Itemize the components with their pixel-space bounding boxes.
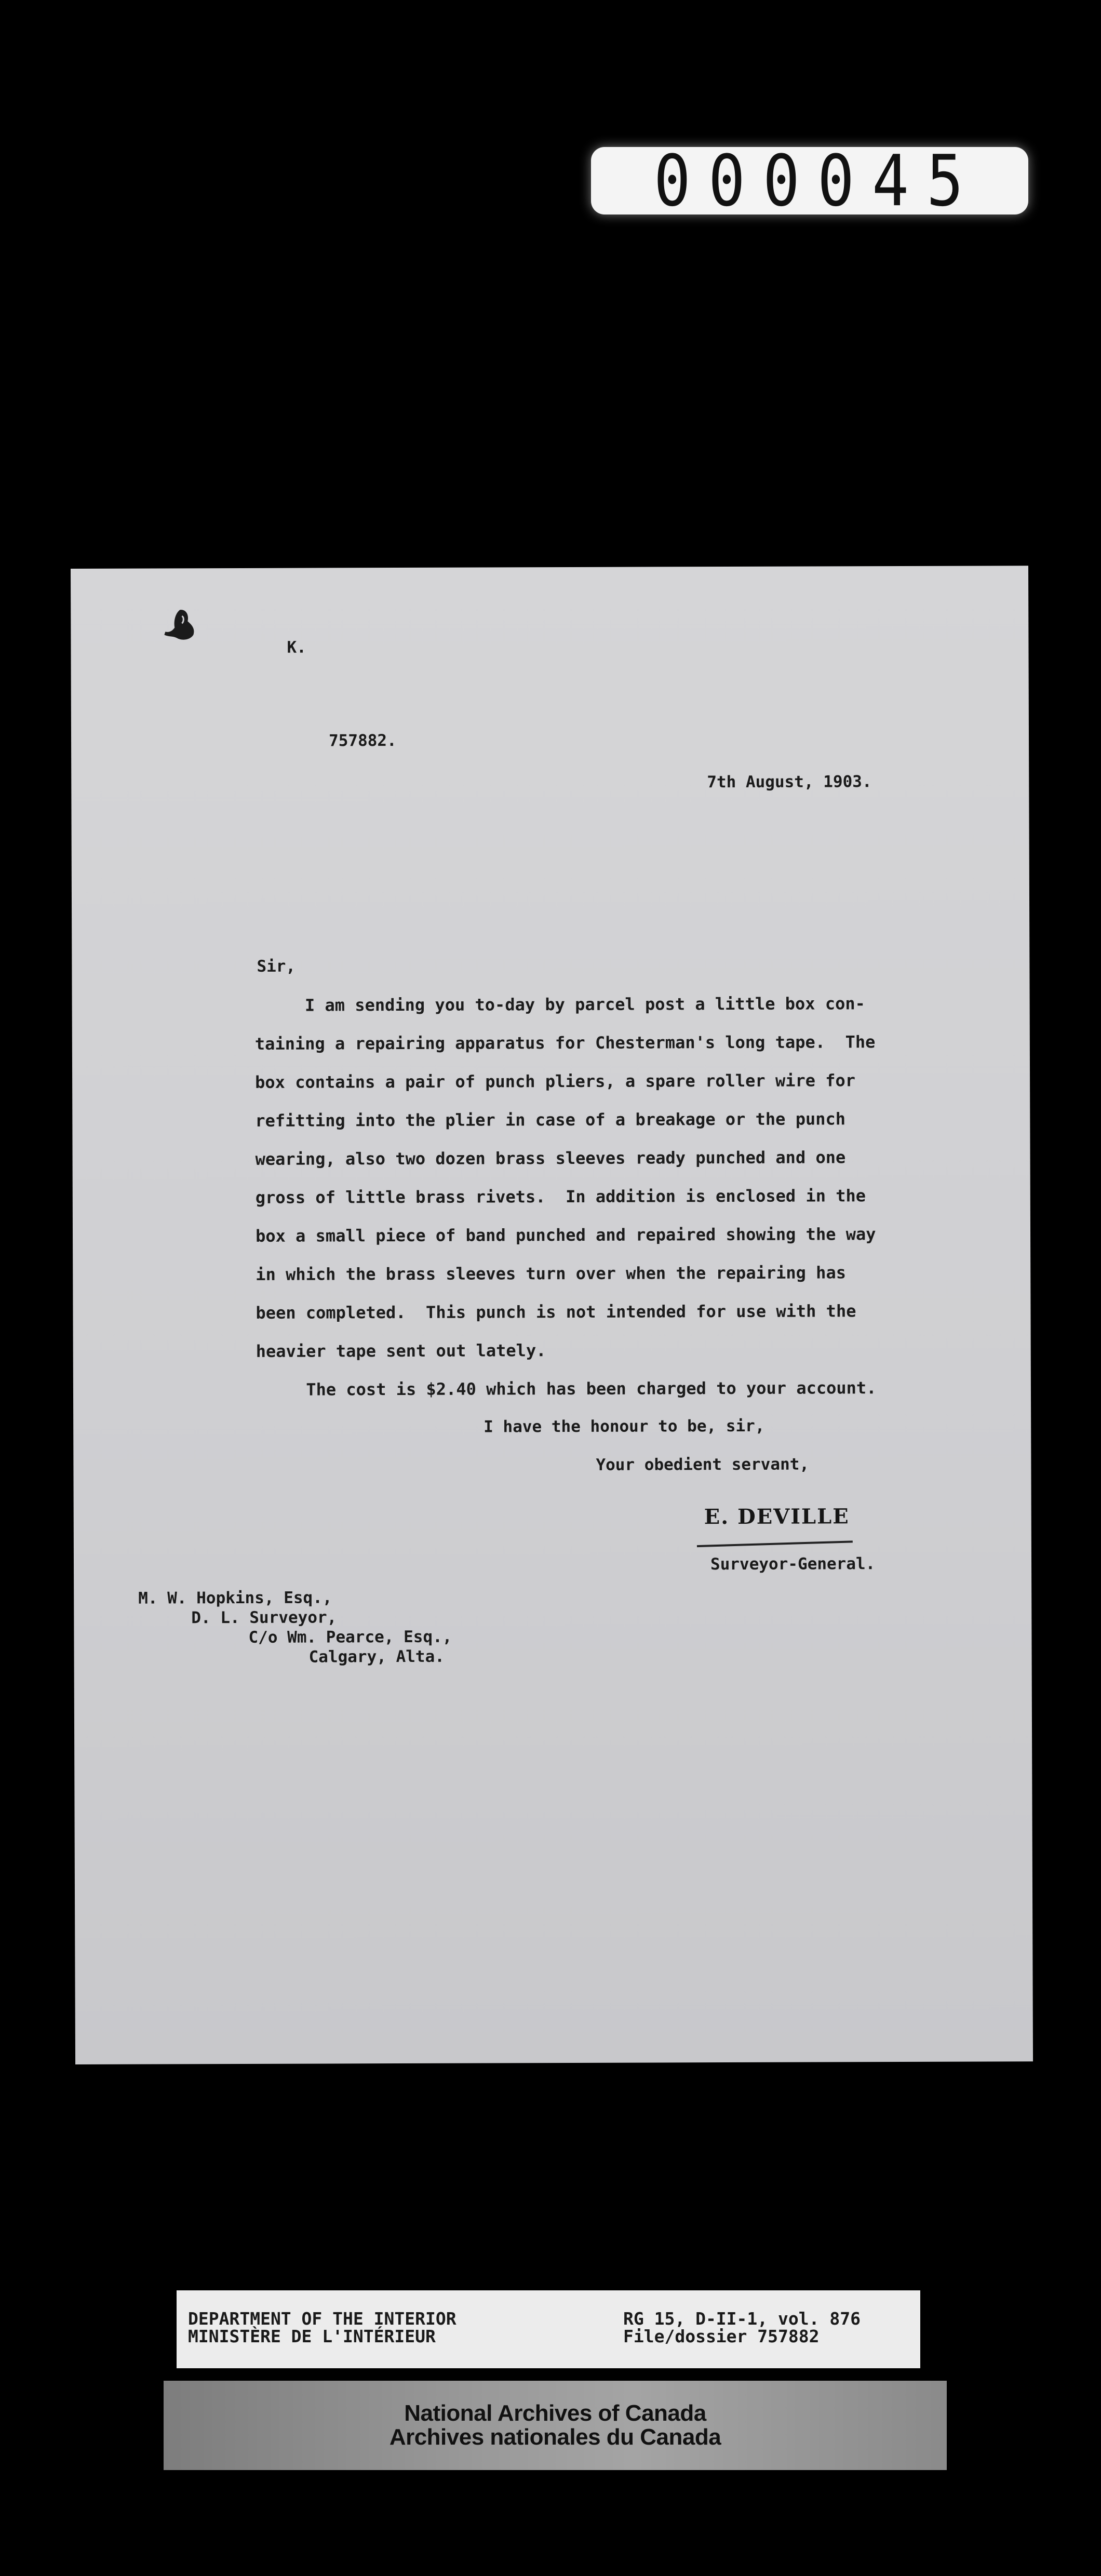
closing-servant: Your obedient servant,: [596, 1455, 810, 1474]
body-line: box a small piece of band punched and repaired showing the way: [255, 1224, 876, 1246]
body-line: wearing, also two dozen brass sleeves ready punched and one: [255, 1147, 846, 1169]
record-group: RG 15, D-II-1, vol. 876: [623, 2309, 861, 2329]
archives-name-english: National Archives of Canada: [404, 2400, 706, 2426]
letter-sheet: [71, 566, 1033, 2064]
file-number: 757882.: [328, 731, 397, 750]
body-line: gross of little brass rivets. In addition is enclosed in the: [255, 1186, 866, 1208]
corner-mark: K.: [287, 638, 306, 657]
body-line: in which the brass sleeves turn over when the repairing has: [256, 1263, 846, 1284]
body-line: been completed. This punch is not intended for use with the: [256, 1301, 856, 1323]
body-line: I am sending you to-day by parcel post a little box con-: [254, 994, 865, 1015]
file-dossier: File/dossier 757882: [623, 2326, 820, 2346]
body-line: heavier tape sent out lately.: [256, 1340, 546, 1361]
signer-title: Surveyor-General.: [710, 1554, 876, 1574]
signature-underline: [697, 1540, 853, 1547]
reference-strip: [177, 2290, 920, 2368]
address-line: C/o Wm. Pearce, Esq.,: [248, 1627, 452, 1647]
archives-banner: [164, 2381, 947, 2470]
address-line: Calgary, Alta.: [308, 1647, 445, 1667]
salutation: Sir,: [257, 957, 296, 976]
address-line: M. W. Hopkins, Esq.,: [138, 1588, 332, 1608]
body-line: The cost is $2.40 which has been charged to your account.: [256, 1378, 877, 1400]
department-english: DEPARTMENT OF THE INTERIOR: [188, 2309, 456, 2329]
address-line: D. L. Surveyor,: [191, 1608, 337, 1628]
archives-name-french: Archives nationales du Canada: [389, 2424, 721, 2450]
frame-number-label: [591, 139, 1028, 222]
closing-line: I have the honour to be, sir,: [484, 1416, 765, 1437]
signature: E. DEVILLE: [704, 1504, 850, 1530]
ink-blot-icon: [159, 603, 206, 650]
body-line: refitting into the plier in case of a breakage or the punch: [255, 1109, 846, 1131]
letter-date: 7th August, 1903.: [707, 772, 872, 792]
body-line: box contains a pair of punch pliers, a spare roller wire for: [255, 1070, 856, 1092]
department-french: MINISTÈRE DE L'INTÉRIEUR: [188, 2326, 436, 2346]
frame-number-text: 000045: [653, 139, 982, 222]
body-line: taining a repairing apparatus for Chesterman's long tape. The: [254, 1032, 876, 1054]
